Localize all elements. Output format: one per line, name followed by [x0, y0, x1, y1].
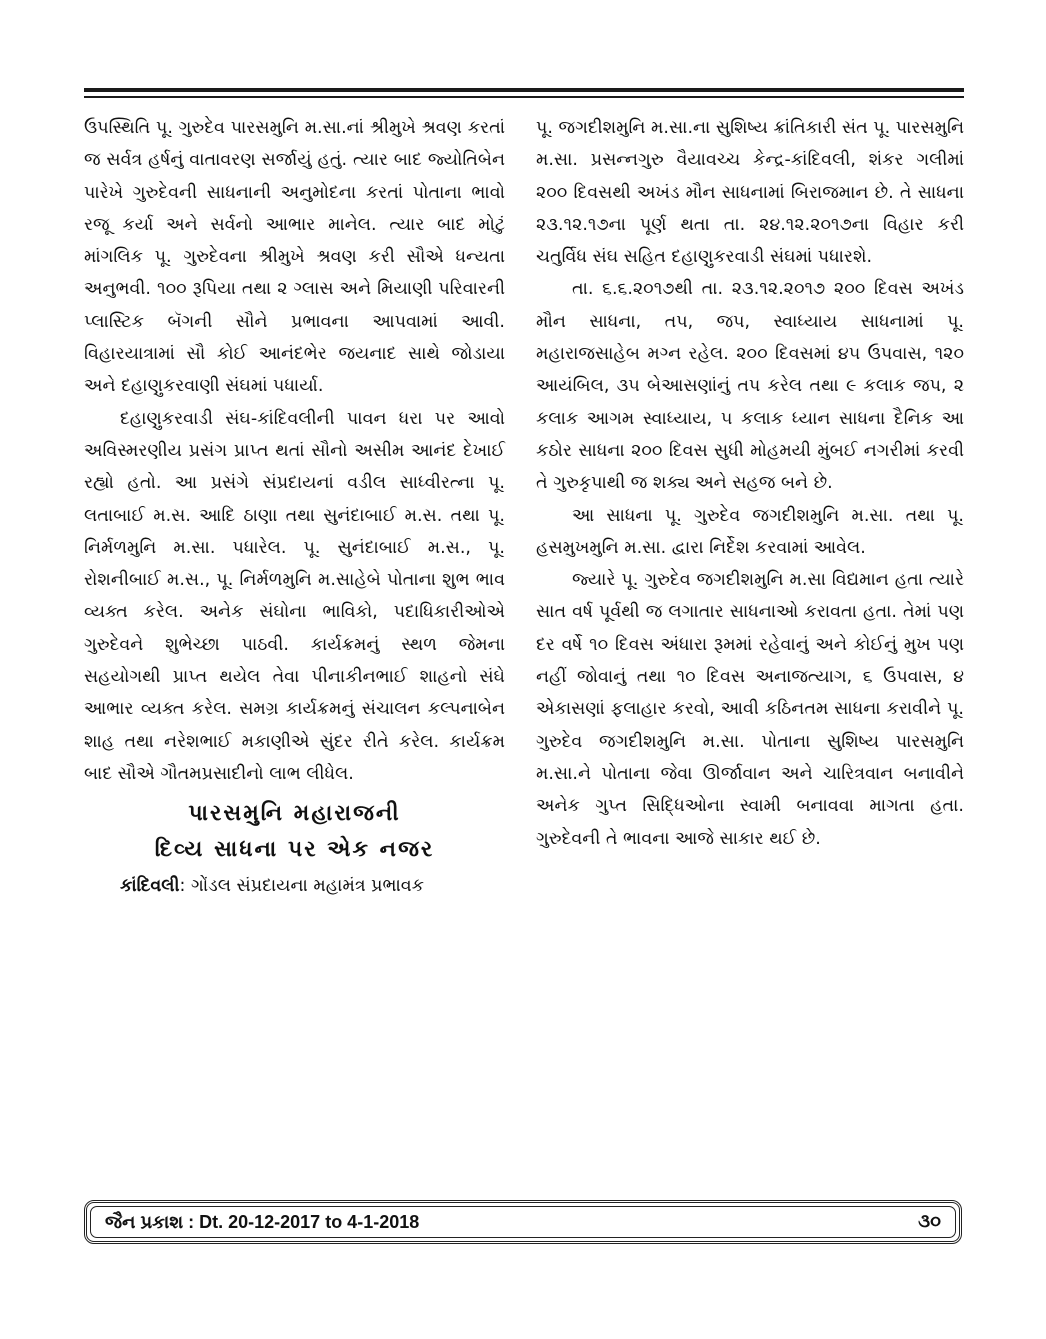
footer-frame — [84, 1200, 962, 1244]
dateline-place: કાંદિવલી — [120, 876, 180, 897]
article-lead — [84, 870, 505, 902]
right-column — [536, 112, 964, 855]
dateline-colon: : — [179, 876, 186, 897]
left-column — [84, 112, 505, 903]
footer-publication-info — [105, 1203, 419, 1241]
footer-separator: : — [183, 1212, 200, 1232]
article-heading-line-2: દિવ્ય સાધના પર એક નજર — [154, 837, 435, 863]
header-rule-thin — [84, 96, 964, 98]
lead-text: ગોંડલ સંપ્રદાયના મહામંત્ર પ્રભાવક — [185, 876, 425, 897]
header-rule-thick — [84, 88, 964, 92]
right-paragraph-1: પૂ. જગદીશમુનિ મ.સા.ના સુશિષ્ય ક્રાંતિકારી સંત પૂ. પારસમુનિ મ.સા. પ્રસન્નગુરુ વૈયાવચ્ચ કેન્દ્ર-કાંદિવલી, શંકર ગલીમાં ૨૦૦ દિવસથી અખંડ મૌન સાધનામાં બિરાજમાન છે. તે સાધના ૨૩.૧૨.૧૭ના પૂર્ણ થતા તા. ૨૪.૧૨.૨૦૧૭ના વિહાર કરી ચતુર્વિધ સંઘ સહિત દહાણુકરવાડી સંઘમાં પધારશે. — [536, 118, 964, 268]
right-paragraph-4: જ્યારે પૂ. ગુરુદેવ જગદીશમુનિ મ.સા વિદ્યમાન હતા ત્યારે સાત વર્ષ પૂર્વથી જ લગાતાર સાધનાઓ કરાવતા હતા. તેમાં પણ દર વર્ષે ૧૦ દિવસ અંધારા રૂમમાં રહેવાનું અને કોઈનું મુખ પણ નહીં જોવાનું તથા ૧૦ દિવસ અનાજત્યાગ, ૬ ઉપવાસ, ૪ એકાસણાં ફલાહાર કરવો, આવી કઠિનતમ સાધના કરાવીને પૂ. ગુરુદેવ જગદીશમુનિ મ.સા. પોતાના સુશિષ્ય પારસમુનિ મ.સા.ને પોતાના જેવા ઊર્જાવાન અને ચારિત્રવાન બનાવીને અનેક ગુપ્ત સિદ્ધિઓના સ્વામી બનાવવા માગતા હતા. ગુરુદેવની તે ભાવના આજે સાકાર થઈ છે. — [536, 570, 964, 849]
issue-dates: Dt. 20-12-2017 to 4-1-2018 — [199, 1212, 420, 1232]
article-heading-line-1: પારસમુનિ મહારાજની — [188, 801, 401, 827]
right-paragraph-3: આ સાધના પૂ. ગુરુદેવ જગદીશમુનિ મ.સા. તથા પૂ. હસમુખમુનિ મ.સા. દ્વારા નિર્દેશ કરવામાં આવેલ. — [536, 505, 964, 558]
left-paragraph-1: ઉપસ્થિતિ પૂ. ગુરુદેવ પારસમુનિ મ.સા.નાં શ્રીમુખે શ્રવણ કરતાં જ સર્વત્ર હર્ષનું વાતાવરણ સર્જાયું હતું. ત્યાર બાદ જ્યોતિબેન પારેખે ગુરુદેવની સાધનાની અનુમોદના કરતાં પોતાના ભાવો રજૂ કર્યા અને સર્વનો આભાર માનેલ. ત્યાર બાદ મોટું માંગલિક પૂ. ગુરુદેવના શ્રીમુખે શ્રવણ કરી સૌએ ધન્યતા અનુભવી. ૧૦૦ રૂપિયા તથા ૨ ગ્લાસ અને મિયાણી પરિવારની પ્લાસ્ટિક બૅગની સૌને પ્રભાવના આપવામાં આવી. વિહારયાત્રામાં સૌ કોઈ આનંદભેર જયનાદ સાથે જોડાયા અને દહાણુકરવાણી સંઘમાં પધાર્યા. — [84, 118, 505, 397]
publication-name: જૈન પ્રકાશ — [105, 1212, 184, 1232]
left-paragraph-2: દહાણુકરવાડી સંઘ-કાંદિવલીની પાવન ધરા પર આવો અવિસ્મરણીય પ્રસંગ પ્રાપ્ત થતાં સૌનો અસીમ આનંદ દેખાઈ રહ્યો હતો. આ પ્રસંગે સંપ્રદાયનાં વડીલ સાધ્વીરત્ના પૂ. લતાબાઈ મ.સ. આદિ ઠાણા તથા સુનંદાબાઈ મ.સ. તથા પૂ. નિર્મળમુનિ મ.સા. પધારેલ. પૂ. સુનંદાબાઈ મ.સ., પૂ. રોશનીબાઈ મ.સ., પૂ. નિર્મળમુનિ મ.સાહેબે પોતાના શુભ ભાવ વ્યક્ત કરેલ. અનેક સંઘોના ભાવિકો, પદાધિકારીઓએ ગુરુદેવને શુભેચ્છા પાઠવી. કાર્યક્રમનું સ્થળ જેમના સહયોગથી પ્રાપ્ત થયેલ તેવા પીનાકીનભાઈ શાહનો સંઘે આભાર વ્યક્ત કરેલ. સમગ્ર કાર્યક્રમનું સંચાલન કલ્પનાબેન શાહ તથા નરેશભાઈ મકાણીએ સુંદર રીતે કરેલ. કાર્યક્રમ બાદ સૌએ ગૌતમપ્રસાદીનો લાભ લીધેલ. — [84, 408, 505, 784]
page-number: ૩૦ — [918, 1211, 941, 1232]
right-paragraph-2: તા. ૬.૬.૨૦૧૭થી તા. ૨૩.૧૨.૨૦૧૭ ૨૦૦ દિવસ અખંડ મૌન સાધના, તપ, જપ, સ્વાધ્યાય સાધનામાં પૂ. મહારાજસાહેબ મગ્ન રહેલ. ૨૦૦ દિવસમાં ૪૫ ઉપવાસ, ૧૨૦ આયંબિલ, ૩૫ બેઆસણાંનું તપ કરેલ તથા ૯ કલાક જપ, ૨ કલાક આગમ સ્વાધ્યાય, ૫ કલાક ધ્યાન સાધના દૈનિક આ કઠોર સાધના ૨૦૦ દિવસ સુધી મોહમયી મુંબઈ નગરીમાં કરવી તે ગુરુકૃપાથી જ શક્ય અને સહજ બને છે. — [536, 279, 964, 494]
